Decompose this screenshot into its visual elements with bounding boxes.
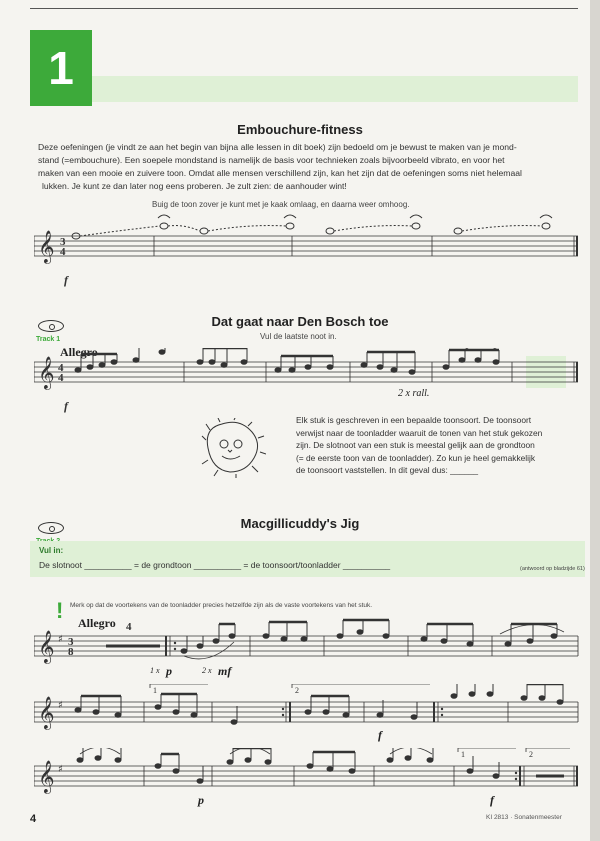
warning-text: Merk op dat de voortekens van de toonladder precies hetzelfde zijn als de vaste voortekens van het stuk.: [70, 602, 373, 609]
embouchure-line-3: maken van een mooie en zuivere toon. Omdat alle mensen verschillend zijn, kan het zijn dat de oefeningen soms niet helemaal: [38, 168, 522, 178]
volta-1: 1: [153, 686, 157, 695]
dynamic-forte: f: [378, 728, 382, 742]
dyn-prefix-2: 2 x: [202, 666, 212, 675]
key-info-line-4: (= de eerste toon van de toonladder). Zo kun je heel gemakkelijk: [296, 452, 536, 463]
dynamic-forte: f: [64, 273, 68, 287]
key-info-line-2: verwijst naar de toonladder waaruit de tonen van het stuk gekozen: [296, 427, 543, 438]
time-sig-top: 3: [68, 636, 74, 648]
embouchure-paragraph: [38, 141, 578, 193]
key-info-paragraph: [296, 414, 581, 477]
treble-clef-icon: 𝄞: [38, 630, 55, 663]
top-rule: [30, 8, 578, 9]
sharp-icon: ♯: [58, 634, 63, 645]
treble-clef-icon: 𝄞: [38, 230, 55, 263]
key-info-line-5: de toonsoort vaststellen. In dit geval dus: ______: [296, 465, 479, 476]
embouchure-line-1: Deze oefeningen (je vindt ze aan het begin van bijna alle lessen in dit boek) zijn bedoeld om je bewust te maken van je mond-: [38, 142, 517, 152]
composer-cartoon-icon: [200, 418, 266, 478]
time-sig-top: 3: [60, 236, 66, 248]
jig-staff-row-2: [34, 684, 580, 750]
embouchure-line-4: lukken. Je kunt ze dan later nog eens proberen. Je zult zien: de aanhouder wint!: [42, 181, 347, 191]
chapter-band: [92, 76, 578, 102]
jig-staff-row-3: [34, 748, 580, 814]
tempo-marking: Allegro: [60, 345, 98, 359]
dyn-prefix-1: 1 x: [150, 666, 160, 675]
track-label: Track 1: [36, 336, 61, 343]
time-sig-bottom: 8: [68, 646, 74, 658]
jig-staff-row-1: [34, 618, 580, 684]
dynamic-forte: f: [490, 793, 494, 807]
volta-1: 1: [461, 750, 465, 759]
dynamic-piano: p: [166, 664, 172, 678]
fill-in-box: [30, 541, 585, 577]
warning-icon: !: [56, 598, 64, 623]
sharp-icon: ♯: [58, 700, 63, 711]
time-sig-bottom: 4: [58, 372, 64, 384]
time-sig-top: 4: [58, 362, 64, 374]
bosch-staff: [34, 348, 580, 418]
jig-title: Macgillicuddy's Jig: [240, 516, 360, 531]
fill-in-answer-ref: (antwoord op bladzijde 61): [520, 566, 585, 572]
time-sig-bottom: 4: [60, 246, 66, 258]
bosch-title: Dat gaat naar Den Bosch toe: [211, 314, 389, 329]
volta-2: 2: [295, 686, 299, 695]
embouchure-line-2: stand (=embouchure). Een soepele mondstand is namelijk de basis voor technieken zoals bijvoorbeeld vibrato, en voor het: [38, 155, 505, 165]
treble-clef-icon: 𝄞: [38, 696, 55, 729]
bosch-instruction: Vul de laatste noot in.: [260, 332, 337, 341]
treble-clef-icon: 𝄞: [38, 760, 55, 793]
key-info-line-1: Elk stuk is geschreven in een bepaalde toonsoort. De toonsoort: [296, 415, 532, 425]
volta-2: 2: [529, 750, 533, 759]
sharp-icon: ♯: [58, 764, 63, 775]
embouchure-title: Embouchure-fitness: [237, 122, 363, 137]
fill-in-line: De slotnoot __________ = de grondtoon __________ = de toonsoort/toonladder __________: [39, 560, 391, 570]
tempo-marking: Allegro: [78, 616, 116, 630]
dynamic-mezzo-forte: mf: [218, 664, 232, 678]
key-info-line-3: zijn. De slotnoot van een stuk is meestal gelijk aan de grondtoon: [296, 440, 535, 451]
page-number: 4: [30, 813, 37, 825]
dynamic-piano: p: [198, 793, 204, 807]
footer-publisher: KI 2813 · Sonatenmeester: [486, 814, 562, 821]
multi-rest-count: 4: [126, 621, 132, 633]
embouchure-instruction: Buig de toon zover je kunt met je kaak omlaag, en daarna weer omhoog.: [152, 200, 410, 209]
treble-clef-icon: 𝄞: [38, 356, 55, 389]
embouchure-staff: [34, 210, 580, 290]
chapter-number: 1: [30, 30, 92, 106]
rall-marking: 2 x rall.: [398, 388, 430, 399]
dynamic-forte: f: [64, 399, 68, 413]
fill-in-heading: Vul in:: [39, 546, 64, 555]
